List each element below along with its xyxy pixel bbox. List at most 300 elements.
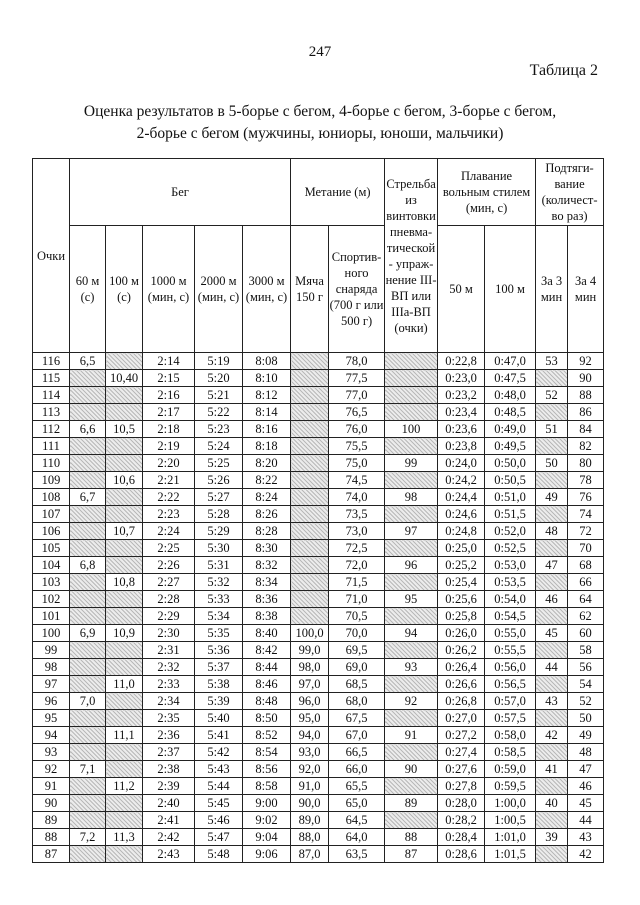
cell-ball: 97,0	[291, 676, 329, 693]
cell-p4: 62	[568, 608, 604, 625]
cell-m2000: 5:21	[195, 387, 243, 404]
cell-ball	[291, 574, 329, 591]
cell-shell: 73,0	[329, 523, 385, 540]
cell-m1000: 2:27	[143, 574, 195, 591]
cell-ball	[291, 489, 329, 506]
cell-ball: 96,0	[291, 693, 329, 710]
cell-p3	[536, 812, 568, 829]
cell-points: 99	[33, 642, 70, 659]
cell-s50: 0:23,6	[438, 421, 485, 438]
cell-m1000: 2:41	[143, 812, 195, 829]
cell-p4: 52	[568, 693, 604, 710]
cell-m2000: 5:27	[195, 489, 243, 506]
cell-m100	[106, 659, 143, 676]
cell-m60: 6,9	[70, 625, 106, 642]
cell-m2000: 5:45	[195, 795, 243, 812]
cell-m60	[70, 404, 106, 421]
cell-shoot	[385, 540, 438, 557]
cell-s100: 0:55,0	[485, 625, 536, 642]
table-row	[33, 744, 604, 761]
cell-points: 97	[33, 676, 70, 693]
cell-m2000: 5:44	[195, 778, 243, 795]
cell-s50: 0:28,4	[438, 829, 485, 846]
cell-shell: 69,5	[329, 642, 385, 659]
header-pull-3min: За 3 мин	[536, 226, 568, 353]
cell-s100: 0:58,5	[485, 744, 536, 761]
cell-shell: 72,0	[329, 557, 385, 574]
cell-shoot	[385, 472, 438, 489]
cell-shoot	[385, 642, 438, 659]
cell-m100	[106, 404, 143, 421]
cell-ball: 100,0	[291, 625, 329, 642]
cell-m60: 6,5	[70, 353, 106, 370]
cell-ball	[291, 370, 329, 387]
cell-p4: 76	[568, 489, 604, 506]
cell-m1000: 2:34	[143, 693, 195, 710]
header-swim-100m: 100 м	[485, 226, 536, 353]
cell-m3000: 8:56	[243, 761, 291, 778]
cell-s50: 0:26,4	[438, 659, 485, 676]
cell-m100	[106, 489, 143, 506]
header-swimming: Плавание вольным стилем (мин, с)	[438, 159, 536, 226]
cell-points: 102	[33, 591, 70, 608]
cell-shoot: 98	[385, 489, 438, 506]
cell-ball: 89,0	[291, 812, 329, 829]
cell-p4: 60	[568, 625, 604, 642]
cell-p3: 50	[536, 455, 568, 472]
cell-s100: 0:49,0	[485, 421, 536, 438]
cell-ball	[291, 591, 329, 608]
cell-s50: 0:27,8	[438, 778, 485, 795]
cell-s50: 0:28,2	[438, 812, 485, 829]
table-row	[33, 846, 604, 863]
table-row	[33, 676, 604, 693]
cell-m60: 7,2	[70, 829, 106, 846]
cell-shoot: 95	[385, 591, 438, 608]
cell-m60	[70, 472, 106, 489]
cell-m2000: 5:29	[195, 523, 243, 540]
cell-m1000: 2:33	[143, 676, 195, 693]
cell-m1000: 2:32	[143, 659, 195, 676]
cell-s50: 0:23,0	[438, 370, 485, 387]
cell-m60	[70, 778, 106, 795]
cell-s100: 0:52,5	[485, 540, 536, 557]
cell-shell: 72,5	[329, 540, 385, 557]
cell-shoot	[385, 608, 438, 625]
cell-m60	[70, 659, 106, 676]
cell-m3000: 8:42	[243, 642, 291, 659]
table-title-line-1: Оценка результатов в 5-борье с бегом, 4-борье с бегом, 3-борье с бегом,	[83, 103, 557, 120]
cell-ball	[291, 353, 329, 370]
cell-shoot	[385, 778, 438, 795]
header-points: Очки	[33, 159, 70, 353]
cell-m60	[70, 727, 106, 744]
header-throw-ball: Мяча 150 г	[291, 226, 329, 353]
cell-s100: 0:59,5	[485, 778, 536, 795]
header-pullups: Подтяги-вание (количест-во раз)	[536, 159, 604, 226]
cell-s100: 0:55,5	[485, 642, 536, 659]
table-row	[33, 557, 604, 574]
cell-shoot: 89	[385, 795, 438, 812]
cell-s50: 0:24,8	[438, 523, 485, 540]
cell-m3000: 8:20	[243, 455, 291, 472]
cell-m100	[106, 693, 143, 710]
cell-points: 104	[33, 557, 70, 574]
cell-s100: 0:53,5	[485, 574, 536, 591]
table-row	[33, 625, 604, 642]
cell-p4: 54	[568, 676, 604, 693]
cell-shell: 65,5	[329, 778, 385, 795]
cell-m100	[106, 761, 143, 778]
cell-points: 98	[33, 659, 70, 676]
cell-shell: 76,5	[329, 404, 385, 421]
header-run-2000m: 2000 м (мин, с)	[195, 226, 243, 353]
table-title	[40, 101, 600, 145]
cell-m1000: 2:18	[143, 421, 195, 438]
cell-points: 89	[33, 812, 70, 829]
cell-ball	[291, 472, 329, 489]
cell-m1000: 2:20	[143, 455, 195, 472]
cell-p3: 53	[536, 353, 568, 370]
cell-s100: 0:47,0	[485, 353, 536, 370]
cell-m2000: 5:20	[195, 370, 243, 387]
table-row	[33, 778, 604, 795]
cell-m1000: 2:17	[143, 404, 195, 421]
cell-shoot	[385, 387, 438, 404]
cell-p4: 72	[568, 523, 604, 540]
cell-ball: 94,0	[291, 727, 329, 744]
table-row	[33, 659, 604, 676]
cell-p3: 39	[536, 829, 568, 846]
cell-m3000: 8:44	[243, 659, 291, 676]
cell-m1000: 2:28	[143, 591, 195, 608]
cell-m2000: 5:19	[195, 353, 243, 370]
cell-ball: 91,0	[291, 778, 329, 795]
cell-m2000: 5:35	[195, 625, 243, 642]
cell-m3000: 9:00	[243, 795, 291, 812]
header-swim-50m: 50 м	[438, 226, 485, 353]
cell-m100	[106, 744, 143, 761]
table-label: Таблица 2	[529, 62, 598, 79]
cell-p4: 64	[568, 591, 604, 608]
cell-m3000: 8:12	[243, 387, 291, 404]
header-throw: Метание (м)	[291, 159, 385, 226]
cell-m3000: 8:40	[243, 625, 291, 642]
cell-s50: 0:25,0	[438, 540, 485, 557]
cell-p4: 86	[568, 404, 604, 421]
cell-m1000: 2:29	[143, 608, 195, 625]
cell-m60	[70, 812, 106, 829]
cell-m100: 10,8	[106, 574, 143, 591]
cell-m3000: 9:06	[243, 846, 291, 863]
cell-s50: 0:27,2	[438, 727, 485, 744]
cell-points: 116	[33, 353, 70, 370]
cell-shoot: 99	[385, 455, 438, 472]
table-row	[33, 506, 604, 523]
cell-s50: 0:28,6	[438, 846, 485, 863]
cell-m100: 11,1	[106, 727, 143, 744]
cell-m3000: 8:48	[243, 693, 291, 710]
cell-points: 93	[33, 744, 70, 761]
cell-s50: 0:25,8	[438, 608, 485, 625]
cell-ball: 90,0	[291, 795, 329, 812]
cell-m100	[106, 812, 143, 829]
cell-m2000: 5:26	[195, 472, 243, 489]
cell-m2000: 5:40	[195, 710, 243, 727]
cell-m60	[70, 438, 106, 455]
cell-s100: 0:58,0	[485, 727, 536, 744]
cell-shell: 67,0	[329, 727, 385, 744]
table-row	[33, 421, 604, 438]
cell-s50: 0:23,4	[438, 404, 485, 421]
cell-points: 113	[33, 404, 70, 421]
cell-m1000: 2:25	[143, 540, 195, 557]
cell-m2000: 5:42	[195, 744, 243, 761]
cell-shell: 66,5	[329, 744, 385, 761]
cell-m3000: 8:50	[243, 710, 291, 727]
cell-m1000: 2:22	[143, 489, 195, 506]
table-row	[33, 761, 604, 778]
cell-s100: 0:57,5	[485, 710, 536, 727]
cell-m100: 11,3	[106, 829, 143, 846]
cell-ball	[291, 608, 329, 625]
cell-m3000: 8:36	[243, 591, 291, 608]
table-title-line-2: 2-борье с бегом (мужчины, юниоры, юноши, мальчики)	[136, 125, 504, 142]
cell-m100	[106, 557, 143, 574]
cell-m1000: 2:42	[143, 829, 195, 846]
header-run-60m: 60 м (с)	[70, 226, 106, 353]
cell-m2000: 5:37	[195, 659, 243, 676]
cell-p3: 44	[536, 659, 568, 676]
cell-p3	[536, 710, 568, 727]
cell-m2000: 5:36	[195, 642, 243, 659]
cell-p3	[536, 370, 568, 387]
cell-p4: 47	[568, 761, 604, 778]
cell-m100	[106, 642, 143, 659]
cell-m2000: 5:43	[195, 761, 243, 778]
cell-m60	[70, 574, 106, 591]
cell-p4: 78	[568, 472, 604, 489]
cell-shoot	[385, 676, 438, 693]
cell-shoot	[385, 438, 438, 455]
table-row	[33, 472, 604, 489]
cell-m3000: 8:38	[243, 608, 291, 625]
header-run-100m: 100 м (с)	[106, 226, 143, 353]
cell-m100	[106, 846, 143, 863]
cell-ball	[291, 506, 329, 523]
cell-p3	[536, 404, 568, 421]
cell-m60	[70, 523, 106, 540]
cell-m100: 11,2	[106, 778, 143, 795]
cell-m60	[70, 710, 106, 727]
cell-m3000: 8:34	[243, 574, 291, 591]
cell-m2000: 5:28	[195, 506, 243, 523]
cell-m60	[70, 370, 106, 387]
cell-p4: 42	[568, 846, 604, 863]
table-row	[33, 523, 604, 540]
cell-p3	[536, 778, 568, 795]
cell-ball	[291, 540, 329, 557]
header-run-3000m: 3000 м (мин, с)	[243, 226, 291, 353]
table-row	[33, 387, 604, 404]
cell-m2000: 5:31	[195, 557, 243, 574]
cell-m3000: 8:26	[243, 506, 291, 523]
cell-s100: 0:54,5	[485, 608, 536, 625]
cell-m3000: 9:04	[243, 829, 291, 846]
cell-s100: 1:00,5	[485, 812, 536, 829]
cell-shoot	[385, 812, 438, 829]
cell-ball	[291, 438, 329, 455]
cell-m100	[106, 353, 143, 370]
cell-m100	[106, 506, 143, 523]
cell-shoot: 100	[385, 421, 438, 438]
cell-m60	[70, 642, 106, 659]
cell-m60: 6,6	[70, 421, 106, 438]
cell-s100: 0:57,0	[485, 693, 536, 710]
cell-s50: 0:24,4	[438, 489, 485, 506]
cell-shell: 75,5	[329, 438, 385, 455]
cell-m3000: 9:02	[243, 812, 291, 829]
table-row	[33, 591, 604, 608]
cell-m2000: 5:22	[195, 404, 243, 421]
cell-p4: 48	[568, 744, 604, 761]
cell-points: 95	[33, 710, 70, 727]
cell-shell: 76,0	[329, 421, 385, 438]
cell-shoot	[385, 404, 438, 421]
cell-m3000: 8:22	[243, 472, 291, 489]
cell-m2000: 5:25	[195, 455, 243, 472]
cell-shoot: 91	[385, 727, 438, 744]
cell-points: 110	[33, 455, 70, 472]
cell-p3: 41	[536, 761, 568, 778]
cell-m3000: 8:52	[243, 727, 291, 744]
cell-p3	[536, 608, 568, 625]
cell-s50: 0:23,2	[438, 387, 485, 404]
cell-m1000: 2:24	[143, 523, 195, 540]
cell-shell: 66,0	[329, 761, 385, 778]
table-row	[33, 693, 604, 710]
results-table	[32, 158, 604, 863]
cell-points: 106	[33, 523, 70, 540]
cell-points: 96	[33, 693, 70, 710]
cell-m2000: 5:38	[195, 676, 243, 693]
cell-m100: 10,6	[106, 472, 143, 489]
cell-shell: 67,5	[329, 710, 385, 727]
cell-m3000: 8:32	[243, 557, 291, 574]
cell-shell: 63,5	[329, 846, 385, 863]
cell-p3	[536, 676, 568, 693]
table-body	[33, 353, 604, 863]
cell-m2000: 5:34	[195, 608, 243, 625]
cell-shoot: 96	[385, 557, 438, 574]
cell-m3000: 8:28	[243, 523, 291, 540]
cell-p3	[536, 540, 568, 557]
cell-m2000: 5:30	[195, 540, 243, 557]
cell-shell: 71,5	[329, 574, 385, 591]
cell-points: 107	[33, 506, 70, 523]
cell-shoot: 88	[385, 829, 438, 846]
cell-m60: 7,1	[70, 761, 106, 778]
cell-shell: 78,0	[329, 353, 385, 370]
cell-p4: 44	[568, 812, 604, 829]
page-number: 247	[308, 44, 332, 60]
cell-m100	[106, 438, 143, 455]
cell-s50: 0:24,0	[438, 455, 485, 472]
cell-p3	[536, 846, 568, 863]
cell-m100: 10,9	[106, 625, 143, 642]
cell-ball: 92,0	[291, 761, 329, 778]
cell-p4: 43	[568, 829, 604, 846]
cell-shoot: 92	[385, 693, 438, 710]
cell-ball	[291, 523, 329, 540]
cell-shell: 64,5	[329, 812, 385, 829]
cell-shell: 70,5	[329, 608, 385, 625]
cell-m60	[70, 591, 106, 608]
cell-shell: 68,5	[329, 676, 385, 693]
cell-points: 91	[33, 778, 70, 795]
cell-m60	[70, 506, 106, 523]
cell-ball	[291, 387, 329, 404]
cell-s100: 0:54,0	[485, 591, 536, 608]
table-row	[33, 489, 604, 506]
cell-m100	[106, 540, 143, 557]
cell-m1000: 2:39	[143, 778, 195, 795]
cell-m3000: 8:18	[243, 438, 291, 455]
cell-points: 109	[33, 472, 70, 489]
cell-m60	[70, 846, 106, 863]
cell-p4: 92	[568, 353, 604, 370]
cell-points: 115	[33, 370, 70, 387]
cell-shoot	[385, 506, 438, 523]
cell-s50: 0:26,8	[438, 693, 485, 710]
cell-s50: 0:24,6	[438, 506, 485, 523]
cell-shoot	[385, 353, 438, 370]
cell-s50: 0:26,0	[438, 625, 485, 642]
cell-m1000: 2:30	[143, 625, 195, 642]
cell-m3000: 8:08	[243, 353, 291, 370]
cell-m1000: 2:23	[143, 506, 195, 523]
cell-s100: 1:01,0	[485, 829, 536, 846]
cell-shoot	[385, 574, 438, 591]
cell-shell: 65,0	[329, 795, 385, 812]
cell-shoot: 90	[385, 761, 438, 778]
cell-m2000: 5:39	[195, 693, 243, 710]
cell-ball: 98,0	[291, 659, 329, 676]
cell-p4: 70	[568, 540, 604, 557]
cell-points: 88	[33, 829, 70, 846]
cell-p4: 68	[568, 557, 604, 574]
cell-s50: 0:23,8	[438, 438, 485, 455]
cell-shell: 74,5	[329, 472, 385, 489]
cell-s100: 0:56,0	[485, 659, 536, 676]
cell-p4: 45	[568, 795, 604, 812]
cell-p4: 50	[568, 710, 604, 727]
cell-m1000: 2:14	[143, 353, 195, 370]
cell-points: 111	[33, 438, 70, 455]
cell-m1000: 2:38	[143, 761, 195, 778]
cell-m3000: 8:46	[243, 676, 291, 693]
cell-m1000: 2:43	[143, 846, 195, 863]
cell-m3000: 8:16	[243, 421, 291, 438]
cell-s50: 0:22,8	[438, 353, 485, 370]
cell-p3: 43	[536, 693, 568, 710]
cell-m1000: 2:31	[143, 642, 195, 659]
cell-p4: 56	[568, 659, 604, 676]
cell-p4: 58	[568, 642, 604, 659]
cell-shell: 77,0	[329, 387, 385, 404]
cell-m1000: 2:15	[143, 370, 195, 387]
cell-shoot: 93	[385, 659, 438, 676]
